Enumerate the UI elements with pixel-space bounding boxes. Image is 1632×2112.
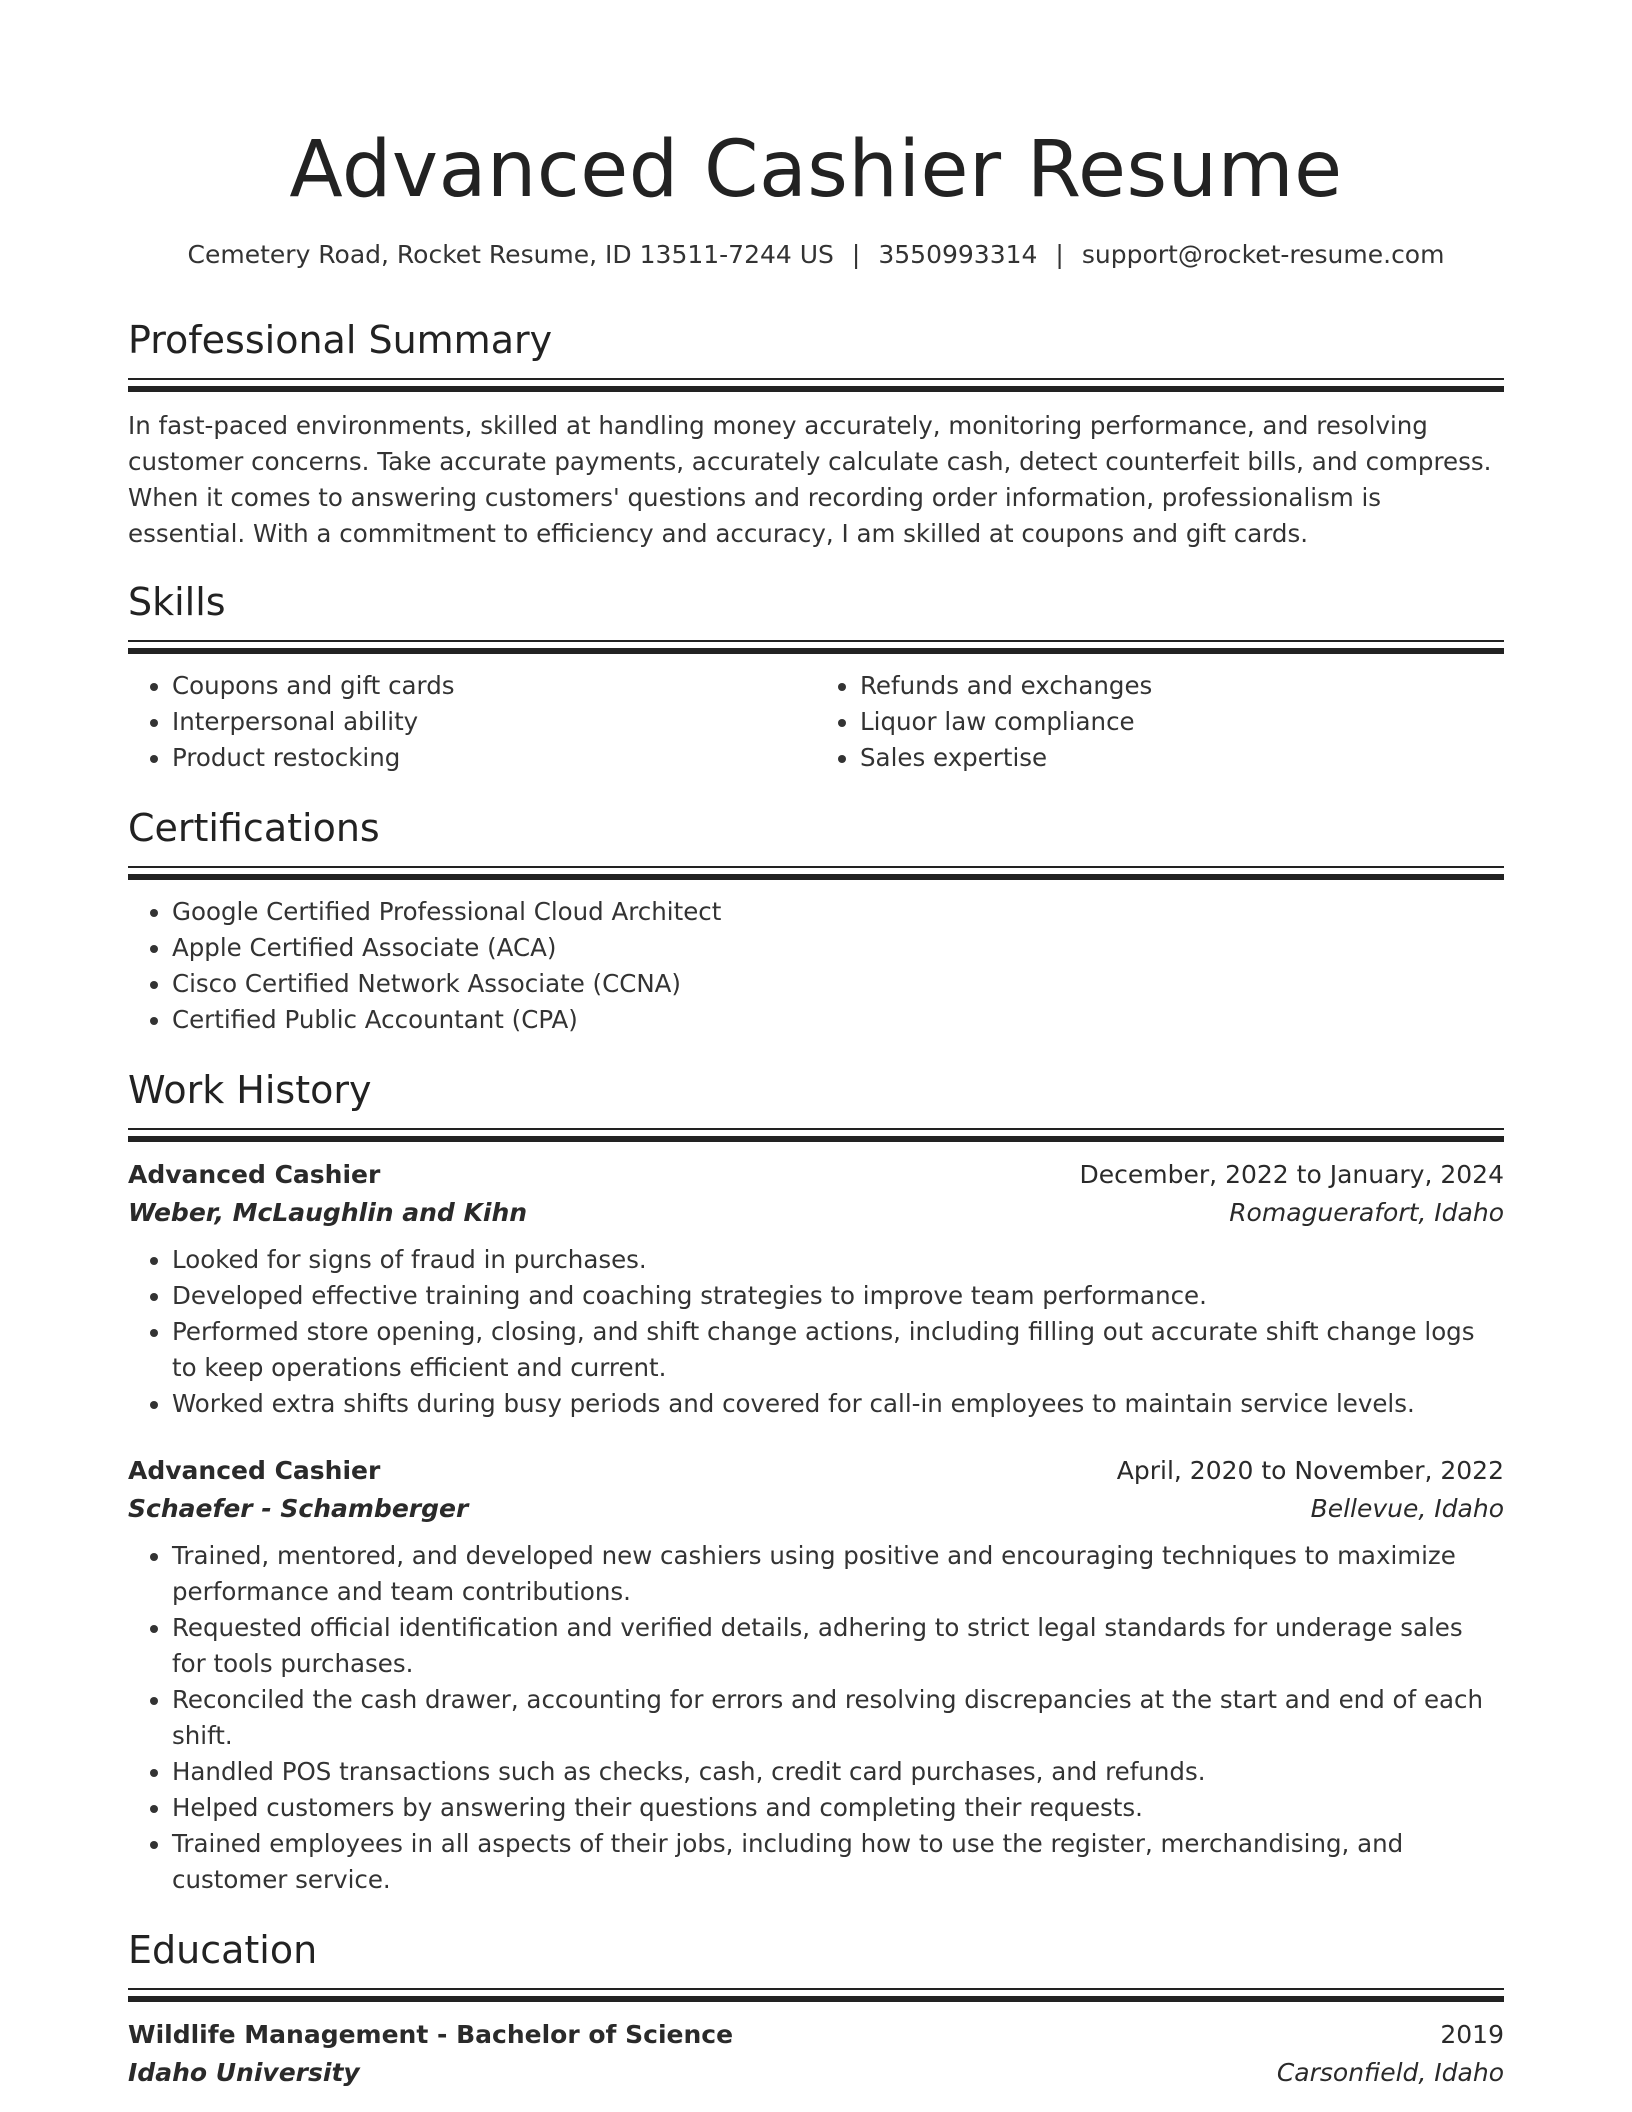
skills-heading: Skills — [128, 580, 226, 624]
job-bullet: • Reconciled the cash drawer, accounting for errors and resolving discrepancies at the start and end of each shift. — [172, 1682, 1504, 1754]
job-bullet: • Worked extra shifts during busy periods and covered for call-in employees to maintain service levels. — [172, 1386, 1504, 1422]
education-school: Idaho University — [128, 2058, 360, 2087]
summary-section — [128, 316, 1504, 552]
section-rule — [128, 378, 1504, 392]
job-title: Advanced Cashier — [128, 1160, 381, 1189]
skills-columns — [128, 668, 1504, 776]
resume-page — [128, 0, 1504, 2092]
job-subheader — [128, 1490, 1504, 1528]
contact-separator: | — [851, 240, 861, 269]
skills-list-right — [816, 668, 1504, 776]
job-bullet: • Requested official identification and verified details, adhering to strict legal standards for underage sales for tools purchases. — [172, 1610, 1504, 1682]
job-company: Weber, McLaughlin and Kihn — [128, 1198, 528, 1227]
job-subheader — [128, 1194, 1504, 1232]
education-section — [128, 1926, 1504, 2092]
section-rule — [128, 866, 1504, 880]
education-subheader — [128, 2054, 1504, 2092]
job-header — [128, 1156, 1504, 1194]
job-bullet: • Helped customers by answering their questions and completing their requests. — [172, 1790, 1504, 1826]
job-bullet: • Handled POS transactions such as checks, cash, credit card purchases, and refunds. — [172, 1754, 1504, 1790]
job-bullet: • Performed store opening, closing, and shift change actions, including filling out accurate shift change logs to keep operations efficient and current. — [172, 1314, 1504, 1386]
skills-list-left — [128, 668, 816, 776]
education-header — [128, 2016, 1504, 2054]
resume-name: Advanced Cashier Resume — [289, 125, 1343, 215]
section-rule — [128, 1988, 1504, 2002]
certifications-heading: Certifications — [128, 806, 380, 850]
summary-text: In fast-paced environments, skilled at handling money accurately, monitoring performance, and resolving customer concerns. Take accurate payments, accurately calculate cash, detect counterfeit bills, and compress. When it comes to answering customers' questions and recording order information, professionalism is essential. With a commitment to efficiency and accuracy, I am skilled at coupons and gift cards. — [128, 411, 1492, 548]
contact-address: Cemetery Road, Rocket Resume, ID 13511-7244 US — [187, 240, 834, 269]
work-heading: Work History — [128, 1068, 372, 1112]
skill-item: • Interpersonal ability — [172, 704, 816, 740]
education-location: Carsonfield, Idaho — [1276, 2058, 1504, 2087]
contact-email: support@rocket-resume.com — [1081, 240, 1445, 269]
job-bullets — [128, 1538, 1504, 1898]
job-header — [128, 1452, 1504, 1490]
certification-item: • Apple Certified Associate (ACA) — [172, 930, 1504, 966]
summary-heading: Professional Summary — [128, 318, 553, 362]
contact-separator: | — [1055, 240, 1064, 269]
job-dates: April, 2020 to November, 2022 — [1116, 1456, 1504, 1485]
job-bullet: • Looked for signs of fraud in purchases. — [172, 1242, 1504, 1278]
job-bullets — [128, 1242, 1504, 1422]
education-year: 2019 — [1440, 2020, 1504, 2049]
section-rule — [128, 1128, 1504, 1142]
certifications-list — [128, 894, 1504, 1038]
certification-item: • Certified Public Accountant (CPA) — [172, 1002, 1504, 1038]
education-heading: Education — [128, 1928, 318, 1972]
education-entry — [128, 2016, 1504, 2092]
job-bullet: • Trained employees in all aspects of their jobs, including how to use the register, merchandising, and customer service. — [172, 1826, 1504, 1898]
job-company: Schaefer - Schamberger — [128, 1494, 469, 1523]
skills-section — [128, 578, 1504, 776]
skill-item: • Coupons and gift cards — [172, 668, 816, 704]
skill-item: • Refunds and exchanges — [860, 668, 1504, 704]
job-bullet: • Developed effective training and coaching strategies to improve team performance. — [172, 1278, 1504, 1314]
skill-item: • Liquor law compliance — [860, 704, 1504, 740]
certifications-section — [128, 804, 1504, 1038]
job-location: Romaguerafort, Idaho — [1229, 1198, 1504, 1227]
education-degree: Wildlife Management - Bachelor of Science — [128, 2020, 734, 2049]
job-location: Bellevue, Idaho — [1310, 1494, 1504, 1523]
certification-item: • Cisco Certified Network Associate (CCNA) — [172, 966, 1504, 1002]
skill-item: • Sales expertise — [860, 740, 1504, 776]
section-rule — [128, 640, 1504, 654]
job-title: Advanced Cashier — [128, 1456, 381, 1485]
job-entry — [128, 1156, 1504, 1422]
work-section — [128, 1066, 1504, 1898]
certification-item: • Google Certified Professional Cloud Architect — [172, 894, 1504, 930]
contact-phone: 3550993314 — [878, 240, 1038, 269]
contact-line — [128, 238, 1504, 272]
skill-item: • Product restocking — [172, 740, 816, 776]
job-entry — [128, 1452, 1504, 1898]
job-dates: December, 2022 to January, 2024 — [1079, 1160, 1504, 1189]
job-bullet: • Trained, mentored, and developed new cashiers using positive and encouraging techniques to maximize performance and team contributions. — [172, 1538, 1504, 1610]
